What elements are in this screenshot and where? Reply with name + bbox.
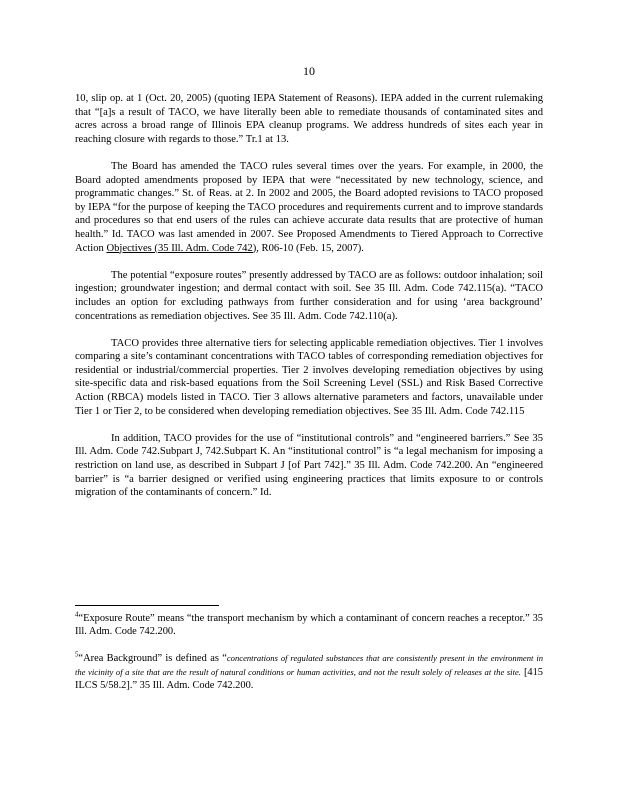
paragraph-tiers: TACO provides three alternative tiers for selecting applicable remediation objectives. Tier 1 involves comparing a site’s contaminant concentrations with TACO tables of corresponding remediation objectives for residential or industrial/commercial properties. Tier 2 involves developing remediation objectives by using site-specific data and risk-based equations from the Soil Screening Level (SSL) and Risk Based Corrective Action (RBCA) models listed in TACO. Tier 3 allows alternative parameters and factors, unavailable under Tier 1 or Tier 2, to be considered when developing remediation objectives. See 35 Ill. Adm. Code 742.115	[75, 337, 543, 417]
footnote-separator	[75, 605, 219, 606]
page-number: 10	[303, 64, 315, 78]
footnotes	[75, 612, 543, 706]
document-body	[75, 92, 543, 513]
paragraph-amendments-text: The Board has amended the TACO rules several times over the years. For example, in 2000, the Board adopted amendments proposed by IEPA that were “necessitated by new technology, science, and programmatic changes.” St. of Reas. at 2. In 2002 and 2005, the Board adopted revisions to TACO proposed by IEPA “for the purpose of keeping the TACO procedures and requirements current and to improve standards and procedures so that end users of the rules can achieve accurate data results that are protective of human health.” Id. TACO was last amended in 2007. See Proposed Amendments to Tiered Approach to Corrective Action	[75, 160, 543, 254]
footnote-4	[75, 612, 543, 638]
paragraph-exposure-routes: The potential “exposure routes” presently addressed by TACO are as follows: outdoor inhalation; soil ingestion; groundwater ingestion; and dermal contact with soil. See 35 Ill. Adm. Code 742.115(a). “TACO includes an option for excluding pathways from further consideration and for using ‘area background’ concentrations as remediation objectives. See 35 Ill. Adm. Code 742.110(a).	[75, 269, 543, 322]
underlined-citation: Objectives (35 Ill. Adm. Code 742)	[106, 242, 257, 254]
paragraph-amendments	[75, 160, 543, 255]
footnote-4-text: “Exposure Route” means “the transport mechanism by which a contaminant of concern reaches a receptor.” 35 Ill. Adm. Code 742.200.	[75, 613, 543, 638]
footnote-5-citation: [415 ILCS 5/58.2].” 35 Ill. Adm. Code 742.200.	[75, 666, 543, 691]
footnote-5	[75, 652, 543, 692]
paragraph-continued: 10, slip op. at 1 (Oct. 20, 2005) (quoting IEPA Statement of Reasons). IEPA added in the current rulemaking that “[a]s a result of TACO, we have literally been able to remediate thousands of contaminated sites and acres across a broad range of Illinois EPA cleanup programs. We address hundreds of sites each year in reaching closure with regards to those.” Tr.1 at 13.	[75, 93, 543, 145]
paragraph-institutional-controls: In addition, TACO provides for the use of “institutional controls” and “engineered barriers.” See 35 Ill. Adm. Code 742.Subpart J, 742.Subpart K. An “institutional control” is “a legal mechanism for imposing a restriction on land use, as described in Subpart J [of Part 742].” 35 Ill. Adm. Code 742.200. An “engineered barrier” is “a barrier designed or verified using engineering practices that limits exposure to or controls migration of the contaminants of concern.” Id.	[75, 432, 543, 499]
footnote-5-mark: 5	[75, 650, 79, 659]
footnote-4-mark: 4	[75, 610, 79, 619]
footnote-5-text: “Area Background” is defined as “	[78, 653, 227, 665]
footnote-5-quoted-definition: concentrations of regulated substances that are consistently present in the environment in the vicinity of a site that are the result of natural conditions or human activities, and not the result solely of releases at the site.	[75, 653, 543, 677]
docket-citation: , R06-10 (Feb. 15, 2007).	[256, 242, 364, 254]
